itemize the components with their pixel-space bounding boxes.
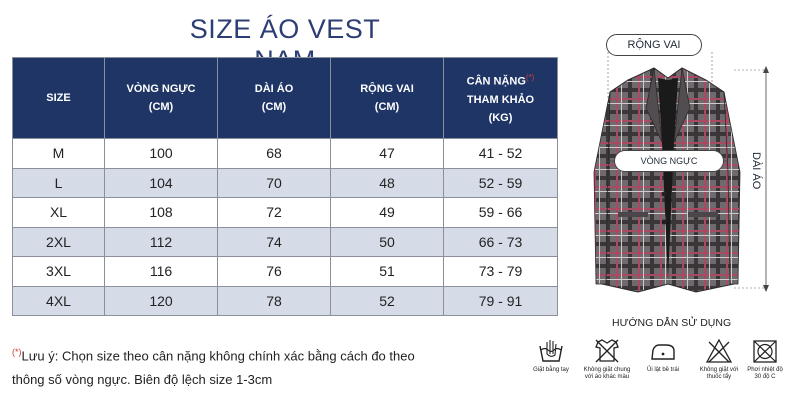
cell-length: 68 (218, 139, 331, 169)
header-size: SIZE (13, 58, 105, 139)
no-bleach-icon (705, 338, 733, 364)
table-header-row (13, 58, 558, 139)
cell-length: 70 (218, 168, 331, 198)
care-label-2: Không giặt chung với áo khác màu (583, 367, 631, 380)
iron-reverse-icon (649, 338, 677, 364)
cell-length: 78 (218, 286, 331, 316)
cell-chest: 104 (105, 168, 218, 198)
header-weight: CÂN NẶNG(*) THAM KHẢO (KG) (444, 58, 558, 139)
care-label-5: Phơi nhiệt độ 30 độ C (747, 367, 783, 380)
header-length: DÀI ÁO (CM) (218, 58, 331, 139)
cell-weight: 41 - 52 (444, 139, 558, 169)
shoulder-label: RỘNG VAI (606, 34, 702, 56)
cell-chest: 120 (105, 286, 218, 316)
length-label: DÀI ÁO (750, 152, 762, 190)
size-table (12, 57, 558, 316)
cell-chest: 112 (105, 227, 218, 257)
cell-chest: 100 (105, 139, 218, 169)
table-row (13, 139, 558, 169)
cell-chest: 108 (105, 198, 218, 228)
asterisk-mark: (*) (525, 73, 535, 83)
table-row (13, 257, 558, 287)
jacket-figure (584, 22, 789, 302)
cell-shoulder: 52 (331, 286, 444, 316)
cell-size: 3XL (13, 257, 105, 287)
cell-length: 76 (218, 257, 331, 287)
cell-size: XL (13, 198, 105, 228)
cell-shoulder: 50 (331, 227, 444, 257)
care-label-1: Giặt bằng tay (533, 367, 569, 373)
cell-size: L (13, 168, 105, 198)
note-line-2: thông số vòng ngực. Biên độ lệch size 1-3cm (12, 372, 273, 388)
cell-size: 2XL (13, 227, 105, 257)
cell-length: 74 (218, 227, 331, 257)
table-row (13, 227, 558, 257)
care-label-4: Không giặt với thuốc tẩy (699, 367, 739, 380)
cell-shoulder: 48 (331, 168, 444, 198)
care-item-dry (737, 338, 793, 381)
page-title: SIZE ÁO VEST (189, 14, 381, 44)
care-label-3: Ủi lật bề trái (646, 367, 679, 373)
cell-weight: 73 - 79 (444, 257, 558, 287)
cell-size: 4XL (13, 286, 105, 316)
header-chest: VÒNG NGỰC (CM) (105, 58, 218, 139)
cell-shoulder: 51 (331, 257, 444, 287)
note-asterisk: (*) (12, 347, 22, 357)
cell-weight: 79 - 91 (444, 286, 558, 316)
header-shoulder: RỘNG VAI (CM) (331, 58, 444, 139)
tumble-dry-icon (751, 338, 779, 364)
cell-chest: 116 (105, 257, 218, 287)
cell-length: 72 (218, 198, 331, 228)
cell-size: M (13, 139, 105, 169)
table-row (13, 168, 558, 198)
size-note (12, 340, 512, 392)
care-item-iron (635, 338, 691, 374)
table-row (13, 198, 558, 228)
care-guide-title: HƯỚNG DẪN SỬ DỤNG (612, 317, 732, 329)
cell-weight: 66 - 73 (444, 227, 558, 257)
care-item-no-mix (579, 338, 635, 381)
cell-weight: 52 - 59 (444, 168, 558, 198)
note-line-1: Lưu ý: Chọn size theo cân nặng không chính xác bằng cách đo theo (21, 348, 415, 364)
cell-weight: 59 - 66 (444, 198, 558, 228)
cell-shoulder: 49 (331, 198, 444, 228)
table-row (13, 286, 558, 316)
care-item-hand-wash (523, 338, 579, 374)
chest-label: VÒNG NGỰC (614, 150, 724, 172)
do-not-wash-together-icon (593, 338, 621, 364)
hand-wash-icon (537, 338, 565, 364)
cell-shoulder: 47 (331, 139, 444, 169)
care-icons (523, 338, 793, 398)
